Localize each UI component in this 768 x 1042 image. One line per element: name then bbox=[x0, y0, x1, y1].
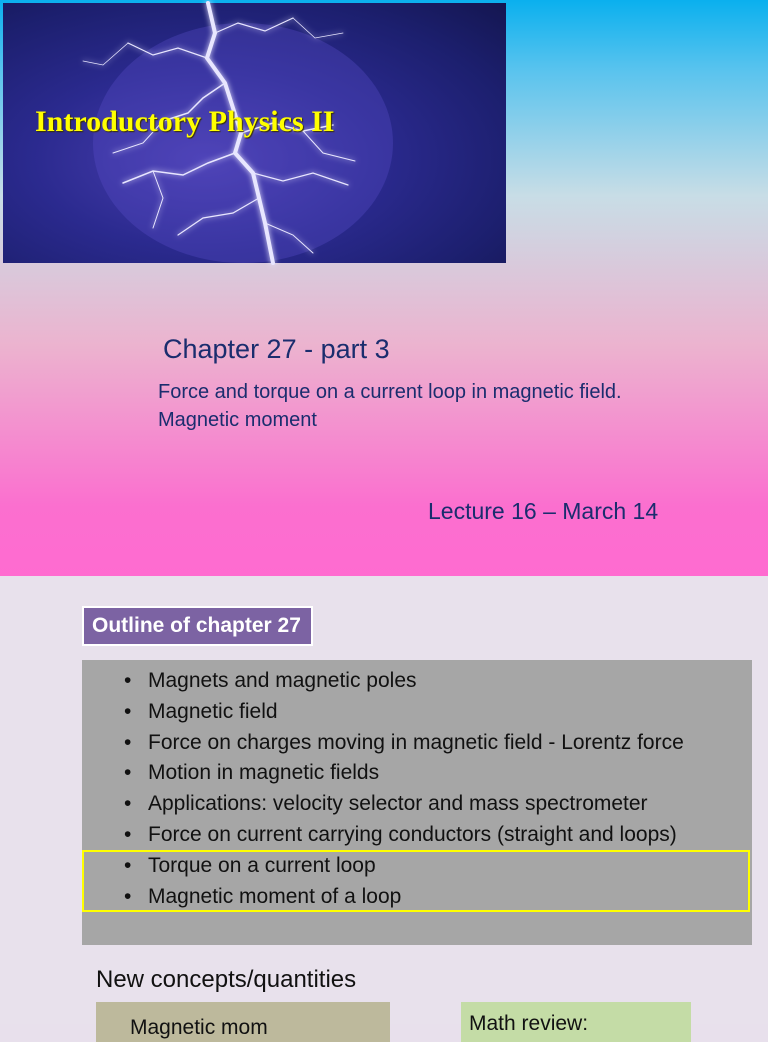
slide-outline bbox=[0, 576, 768, 1039]
math-review-label: Math review: bbox=[469, 1012, 589, 1035]
lightning-banner bbox=[3, 3, 506, 263]
outline-item: • Motion in magnetic fields bbox=[122, 758, 684, 789]
outline-item: • Applications: velocity selector and mass spectrometer bbox=[122, 789, 684, 820]
outline-item: • Magnetic moment of a loop bbox=[122, 882, 684, 913]
outline-box bbox=[82, 660, 752, 945]
lecture-date: Lecture 16 – March 14 bbox=[428, 498, 659, 524]
new-concepts-heading: New concepts/quantities bbox=[96, 966, 357, 993]
outline-item: • Force on charges moving in magnetic field - Lorentz force bbox=[122, 728, 684, 759]
chapter-title: Chapter 27 - part 3 bbox=[163, 334, 390, 364]
highlight-frame bbox=[82, 850, 750, 912]
banner-title: Introductory Physics II bbox=[35, 105, 335, 138]
outline-item: • Magnetic field bbox=[122, 697, 684, 728]
chapter-subtitle: Force and torque on a current loop in magnetic field. Magnetic moment bbox=[158, 381, 622, 431]
outline-item: • Torque on a current loop bbox=[122, 851, 684, 882]
math-review-box bbox=[461, 1002, 691, 1042]
outline-heading: Outline of chapter 27 bbox=[82, 606, 313, 646]
concept-item: Magnetic mom bbox=[130, 1016, 268, 1039]
concepts-box bbox=[96, 1002, 390, 1042]
outline-item: • Magnets and magnetic poles bbox=[122, 666, 684, 697]
outline-item: • Force on current carrying conductors (straight and loops) bbox=[122, 820, 684, 851]
